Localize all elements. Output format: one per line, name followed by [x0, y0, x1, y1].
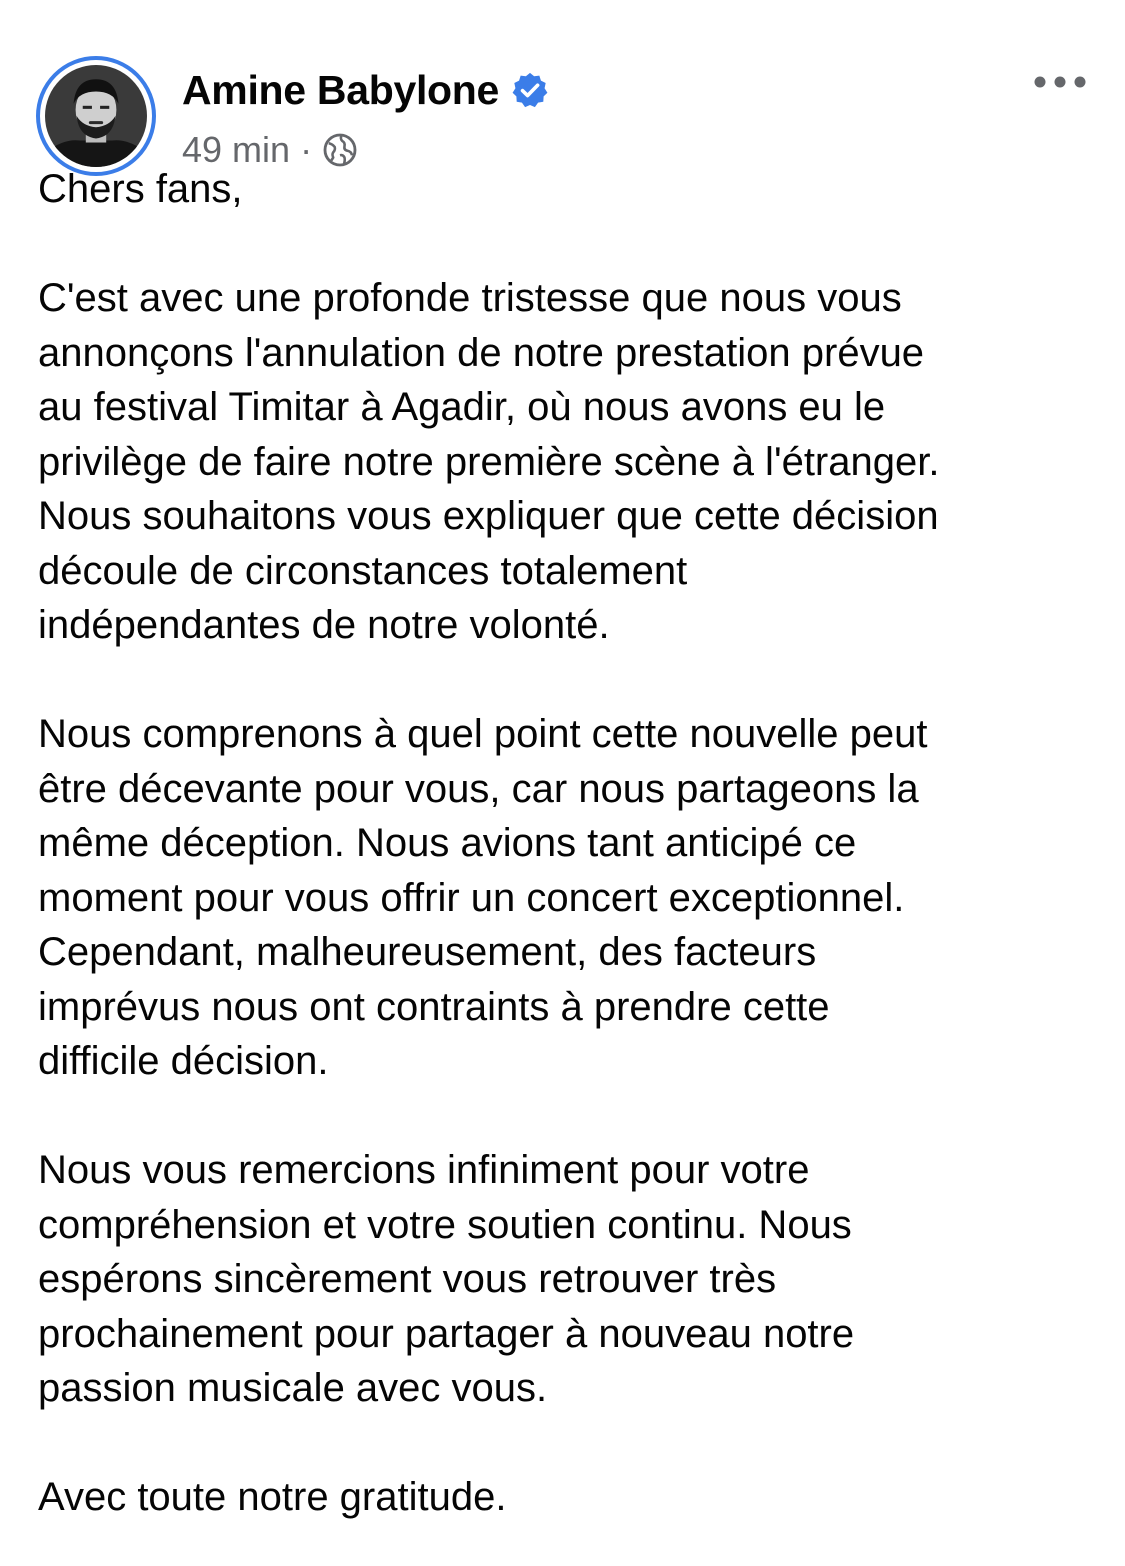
verified-badge-icon: [511, 71, 549, 109]
post-text-line: privilège de faire notre première scène à l'étranger.: [38, 439, 940, 484]
paragraph-break: [38, 217, 1098, 272]
post-text-line: passion musicale avec vous.: [38, 1366, 548, 1410]
paragraph-break: [38, 1416, 1098, 1471]
post-text-line: annonçons l'annulation de notre prestation prévue: [38, 330, 925, 375]
post-text-line: être décevante pour vous, car nous partageons la: [38, 766, 919, 811]
post-text-line: Nous vous remercions infiniment pour votre: [38, 1148, 810, 1192]
author-name[interactable]: Amine Babylone: [182, 66, 500, 113]
post-text-line: indépendantes de notre volonté.: [38, 603, 610, 647]
more-options-button[interactable]: [1028, 62, 1092, 102]
post-text-line: même déception. Nous avions tant anticipé ce: [38, 821, 857, 865]
post-text-line: imprévus nous ont contraints à prendre cette: [38, 984, 830, 1029]
post-text-line: Chers fans,: [38, 167, 243, 211]
meta-separator: ·: [300, 129, 313, 170]
post-text-line: prochainement pour partager à nouveau notre: [38, 1311, 855, 1356]
post-text-line: espérons sincèrement vous retrouver très: [38, 1257, 777, 1301]
more-options-icon: [1028, 62, 1092, 102]
post-body: [38, 162, 1098, 1525]
avatar-photo: [45, 65, 147, 167]
post-text-line: compréhension et votre soutien continu. Nous: [38, 1202, 852, 1247]
post-text-line: difficile décision.: [38, 1039, 329, 1083]
post-text-line: Avec toute notre gratitude.: [38, 1475, 507, 1519]
post-timestamp[interactable]: 49 min: [182, 129, 291, 170]
post-text-line: découle de circonstances totalement: [38, 548, 688, 593]
post-text-line: Nous souhaitons vous expliquer que cette décision: [38, 494, 939, 538]
post-text-line: au festival Timitar à Agadir, où nous avons eu le: [38, 385, 886, 429]
post-text-line: Nous comprenons à quel point cette nouvelle peut: [38, 712, 928, 756]
paragraph-break: [38, 653, 1098, 708]
post-text-line: Cependant, malheureusement, des facteurs: [38, 930, 817, 974]
author-row: [182, 64, 549, 116]
paragraph-break: [38, 1089, 1098, 1144]
author-avatar[interactable]: [36, 56, 156, 176]
post-text-line: moment pour vous offrir un concert exceptionnel.: [38, 875, 905, 920]
post-text-line: C'est avec une profonde tristesse que nous vous: [38, 276, 902, 320]
